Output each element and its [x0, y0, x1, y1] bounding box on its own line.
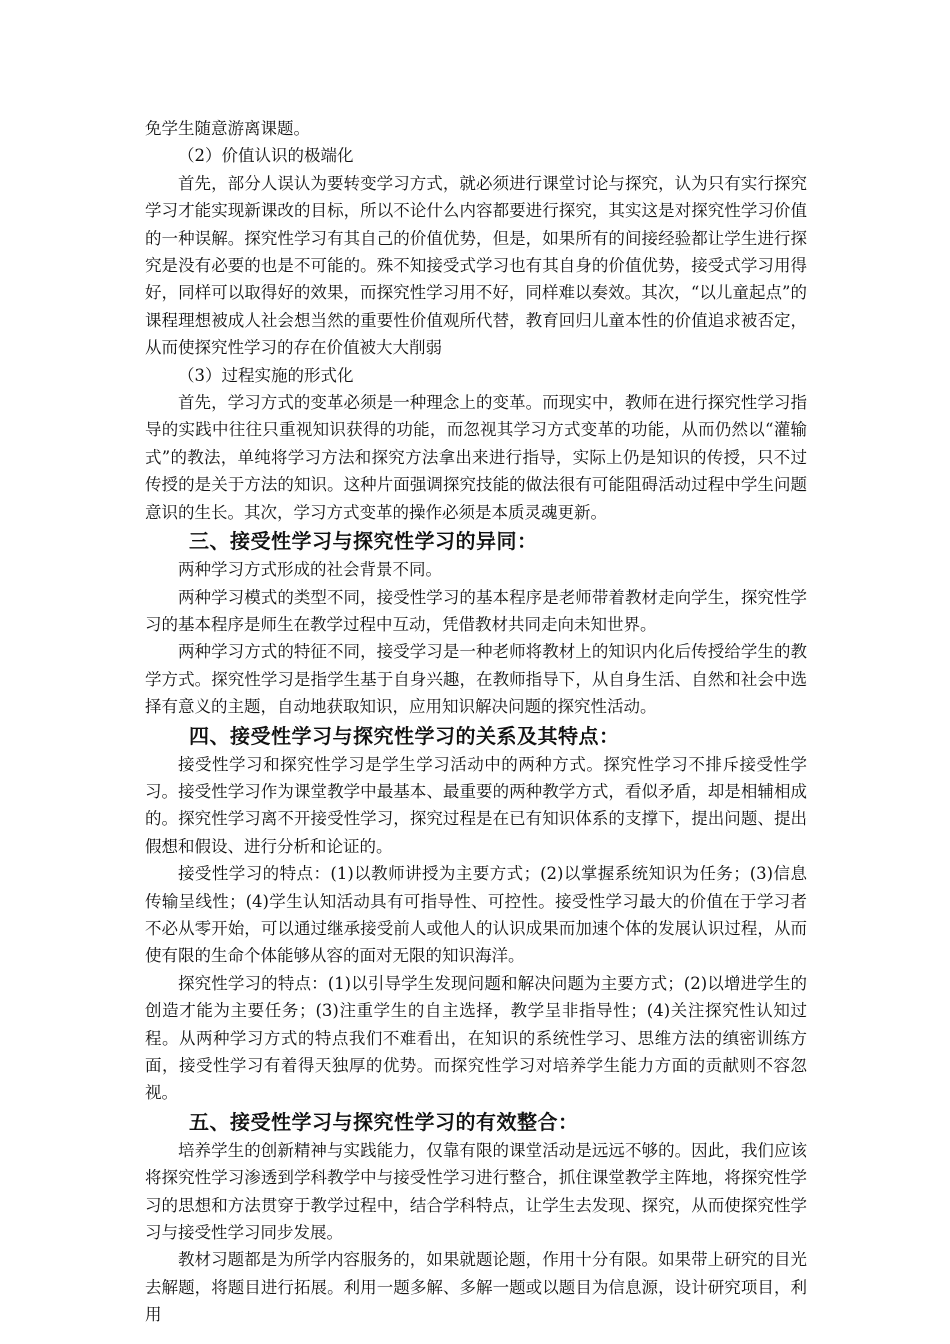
paragraph: 教材习题都是为所学内容服务的，如果就题论题，作用十分有限。如果带上研究的目光去解题，将题目进行拓展。利用一题多解、多解一题或以题目为信息源，设计研究项目，利用 — [145, 1250, 807, 1325]
paragraph: 两种学习方式的特征不同，接受学习是一种老师将教材上的知识内化后传授给学生的教学方式。探究性学习是指学生基于自身兴趣，在教师指导下，从自身生活、自然和社会中选择有意义的主题，自动地获取知识，应用知识解决问题的探究性活动。 — [145, 642, 807, 717]
paragraph: 探究性学习的特点：(1)以引导学生发现问题和解决问题为主要方式；(2)以增进学生的创造才能为主要任务；(3)注重学生的自主选择，教学呈非指导性；(4)关注探究性认知过程。从两种学习方式的特点我们不难看出，在知识的系统性学习、思维方法的缜密训练方面，接受性学习有着得天独厚的优势。而探究性学习对培养学生能力方面的贡献则不容忽视。 — [145, 973, 807, 1103]
subsection-title: （2）价值认识的极端化 — [178, 146, 354, 166]
paragraph: 培养学生的创新精神与实践能力，仅靠有限的课堂活动是远远不够的。因此，我们应该将探究性学习渗透到学科教学中与接受性学习进行整合，抓住课堂教学主阵地，将探究性学习的思想和方法贯穿于教学过程中，结合学科特点，让学生去发现、探究，从而使探究性学习与接受性学习同步发展。 — [145, 1140, 807, 1243]
paragraph: 接受性学习的特点：(1)以教师讲授为主要方式；(2)以掌握系统知识为任务；(3)信息传输呈线性；(4)学生认知活动具有可指导性、可控性。接受性学习最大的价值在于学习者不必从零开始，可以通过继承接受前人或他人的认识成果而加速个体的发展认识过程，从而使有限的生命个体能够从容的面对无限的知识海洋。 — [145, 864, 807, 966]
paragraph: 两种学习模式的类型不同，接受性学习的基本程序是老师带着教材走向学生，探究性学习的基本程序是师生在教学过程中互动，凭借教材共同走向未知世界。 — [145, 587, 807, 634]
subsection-title: （3）过程实施的形式化 — [178, 365, 354, 385]
section-heading: 五、接受性学习与探究性学习的有效整合： — [189, 1109, 579, 1134]
paragraph: 首先，学习方式的变革必须是一种理念上的变革。而现实中，教师在进行探究性学习指导的实践中往往只重视知识获得的功能，而忽视其学习方式变革的功能，从而仍然以“灌输式”的教法，单纯将学习方法和探究方法拿出来进行指导，实际上仍是知识的传授，只不过传授的是关于方法的知识。这种片面强调探究技能的做法很有可能阻碍活动过程中学生问题意识的生长。其次，学习方式变革的操作必须是本质灵魂更新。 — [145, 393, 807, 522]
paragraph: 免学生随意游离课题。 — [145, 119, 310, 138]
section-heading: 三、接受性学习与探究性学习的异同： — [189, 529, 538, 554]
document-page — [145, 115, 807, 1329]
paragraph: 两种学习方式形成的社会背景不同。 — [178, 560, 442, 580]
section-heading: 四、接受性学习与探究性学习的关系及其特点： — [189, 723, 620, 748]
paragraph: 接受性学习和探究性学习是学生学习活动中的两种方式。探究性学习不排斥接受性学习。接受性学习作为课堂教学中最基本、最重要的两种教学方式，看似矛盾，却是相辅相成的。探究性学习离不开接受性学习，探究过程是在已有知识体系的支撑下，提出问题、提出假想和假设、进行分析和论证的。 — [145, 754, 807, 856]
paragraph: 首先，部分人误认为要转变学习方式，就必须进行课堂讨论与探究，认为只有实行探究学习才能实现新课改的目标，所以不论什么内容都要进行探究，其实这是对探究性学习价值的一种误解。探究性学习有其自己的价值优势，但是，如果所有的间接经验都让学生进行探究是没有必要的也是不可能的。殊不知接受式学习也有其自身的价值优势，接受式学习用得好，同样可以取得好的效果，而探究性学习用不好，同样难以奏效。其次，“以儿童起点”的课程理想被成人社会想当然的重要性价值观所代替，教育回归儿童本性的价值追求被否定，从而使探究性学习的存在价值被大大削弱 — [145, 173, 807, 358]
